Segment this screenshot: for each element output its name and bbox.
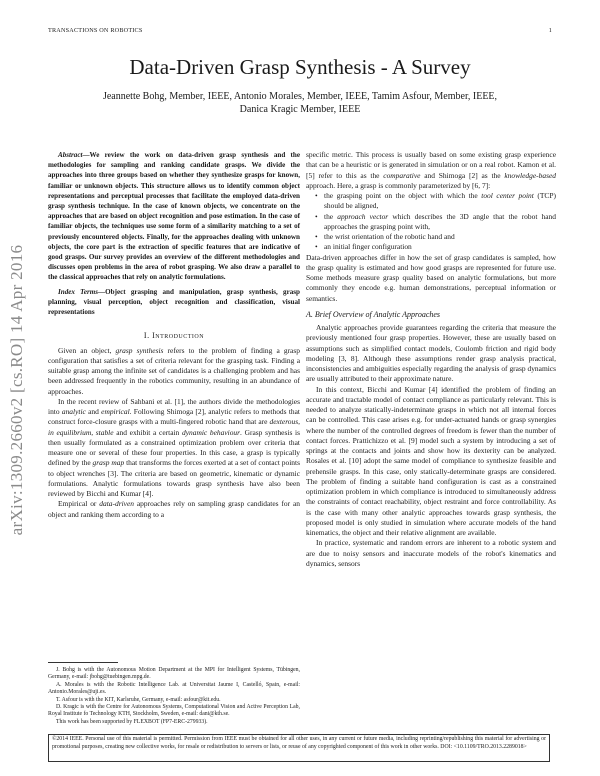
footnote-rule — [48, 662, 118, 663]
right-paragraph-5: In practice, systematic and random errors are inherent to a robotic system and are due to noisy sensors and inaccurate models of the robot's kinematics and dynamics, sensors — [306, 538, 556, 568]
footnote-funding: This work has been supported by FLEXBOT (FP7-ERC-279933). — [56, 718, 208, 725]
abstract-text: —We review the work on data-driven grasp synthesis and the methodologies for sampling and ranking candidate grasps. We divide the approaches into three groups based on whether they synthesize grasps for known, familiar or unknown objects. This structure allows us to identify common object representations and perceptual processes that facilitate the employed data-driven grasp synthesis technique. In the case of known objects, we concentrate on the approaches that are based on object recognition and pose estimation. In the case of familiar objects, the techniques use some form of a similarity matching to a set of previously encountered objects. Finally, for the approaches dealing with unknown objects, the core part is the extraction of specific features that are indicative of good grasps. Our survey provides an overview of the different methodologies and discusses open problems in the area of robot grasping. We also draw a parallel to the classical approaches that rely on analytic formulations. — [48, 151, 300, 282]
intro-paragraph-1: Given an object, grasp synthesis refers to the problem of finding a grasp configuration that satisfies a set of criteria relevant for the grasping task. Finding a suitable grasp among the infinite set of candidates is a challenging problem and has been addressed frequently in the robotics community, resulting in an abundance of approaches. — [48, 345, 300, 396]
right-paragraph-2: Data-driven approaches differ in how the set of grasp candidates is sampled, how the grasp quality is estimated and how good grasps are represented for future use. Some methods measure grasp quality based on analytic formulations, but more commonly they encode e.g. human demonstrations, perceptual information or semantics. — [306, 252, 556, 303]
index-terms-lead: Index Terms — [58, 287, 99, 296]
author-line-1: Jeannette Bohg, Member, IEEE, Antonio Morales, Member, IEEE, Tamim Asfour, Member, IEEE, — [102, 91, 498, 102]
index-terms-text: —Object grasping and manipulation, grasp synthesis, grasp planning, visual perception, object recognition and classification, visual representations — [48, 287, 300, 317]
running-header — [48, 27, 552, 37]
paper-title: Data-Driven Grasp Synthesis - A Survey — [129, 55, 471, 79]
footnote-kragic: D. Kragic is with the Centre for Autonomous Systems, Computational Vision and Active Perception Lab, Royal Institute fo Technology KTH, Stockholm, Sweden, e-mail: dani@kth.se. — [48, 704, 300, 718]
right-column — [306, 150, 556, 569]
subsection-heading-analytic: A. Brief Overview of Analytic Approaches — [306, 309, 441, 319]
footnote-bohg: J. Bohg is with the Autonomous Motion Department at the MPI for Intelligent Systems, Tübingen, Germany, e-mail: jbohg@tuebingen.mpg.de. — [48, 667, 300, 681]
right-paragraph-4: In this context, Bicchi and Kumar [4] identified the problem of finding an accurate and tractable model of contact compliance as particularly relevant. This is needed to analyze statically-indeterminate grasps in which not all internal forces can be controlled. This case arises e.g. for under-actuated hands or grasp synergies where the number of the controlled degrees of freedom is fewer than the number of contact forces. Prattichizzo et al. [9] model such a system by introducing a set of springs at the contacts and joints and show how its dexterity can be analyzed. Rosales et al. [10] adopt the same model of compliance to synthesize feasible and prehensile grasps. In this case, only statically-determinate grasps are considered. The problem of finding a suitable hand configuration is cast as a constrained optimization problem in which compliance is introduced to simultaneously address the constraints of contact reachability, object restraint and force controllability. As is the case with many other analytic approaches towards grasp synthesis, the proposed model is only studied in simulation where accurate models of the hand kinematics, the object and their relative alignment are available. — [306, 384, 556, 537]
left-column — [48, 150, 300, 520]
journal-name: TRANSACTIONS ON ROBOTICS — [48, 27, 143, 34]
copyright-notice: ©2014 IEEE. Personal use of this material is permitted. Permission from IEEE must be obtained for all other uses, in any current or future media, including reprinting/republishing this material for advertising or promotional purposes, creating new collective works, for resale or redistribution to servers or lists, or reuse of any copyrighted component of this work in other works. DOI: <10.1109/TRO.2013.2289018> — [48, 734, 550, 762]
list-item: • the wrist orientation of the robotic hand and — [324, 232, 556, 242]
abstract-lead: Abstract — [58, 151, 83, 159]
index-terms — [48, 287, 300, 318]
arxiv-stamp — [2, 200, 32, 580]
footnote-asfour: T. Asfour is with the KIT, Karlsruhe, Germany, e-mail: asfour@kit.edu. — [56, 696, 221, 703]
list-item: • the grasping point on the object with which the tool center point (TCP) should be aligned, — [324, 191, 556, 212]
section-heading-introduction: I. Introduction — [143, 331, 205, 341]
arxiv-stamp-text: arXiv:1309.2660v2 [cs.RO] 14 Apr 2016 — [7, 244, 26, 536]
intro-paragraph-2: In the recent review of Sahbani et al. [1], the authors divide the methodologies into analytic and empirical. Following Shimoga [2], analytic refers to methods that construct force-closure grasps with a multi-fingered robotic hand that are dexterous, in equilibrium, stable and exhibit a certain dynamic behaviour. Grasp synthesis is then usually formulated as a constrained optimization problem over criteria that measure one or several of these four properties. In this case, a grasp is typically defined by the grasp map that transforms the forces exerted at a set of contact points to object wrenches [3]. The criteria are based on geometric, kinematic or dynamic formulations. Analytic formulations towards grasp synthesis have also been reviewed by Bicchi and Kumar [4]. — [48, 396, 301, 498]
list-item: • an initial finger configuration — [324, 242, 556, 252]
intro-paragraph-3: Empirical or data-driven approaches rely on sampling grasp candidates for an object and ranking them according to a — [48, 499, 300, 519]
author-line-2: Danica Kragic Member, IEEE — [239, 103, 361, 115]
footnotes — [48, 662, 300, 726]
right-paragraph-1: specific metric. This process is usually based on some existing grasp experience that can be a heuristic or is generated in simulation or on a real robot. Kamon et al. [5] refer to this as the comparative and Shimoga [2] as the knowledge-based approach. Here, a grasp is commonly parameterized by [6, 7]: — [306, 150, 556, 190]
author-block — [60, 91, 540, 116]
list-item: • the approach vector which describes the 3D angle that the robot hand approaches the grasping point with, — [324, 212, 556, 233]
footnote-morales: A. Morales is with the Robotic Intelligence Lab. at Universitat Jaume I, Castelló, Spain, e-mail: Antonio.Morales@uji.es. — [48, 681, 300, 696]
right-paragraph-3: Analytic approaches provide guarantees regarding the criteria that measure the previously mentioned four grasp properties. However, these are usually based on assumptions such as simplified contact models, Coulomb friction and rigid body modeling [3, 8]. Although these assumptions render grasp analysis practical, inconsistencies and ambiguities especially regarding the analysis of grasp dynamics are usually attributed to their approximate nature. — [306, 323, 556, 384]
page-number: 1 — [548, 27, 552, 34]
grasp-parameter-list — [306, 191, 556, 253]
abstract — [48, 150, 300, 283]
